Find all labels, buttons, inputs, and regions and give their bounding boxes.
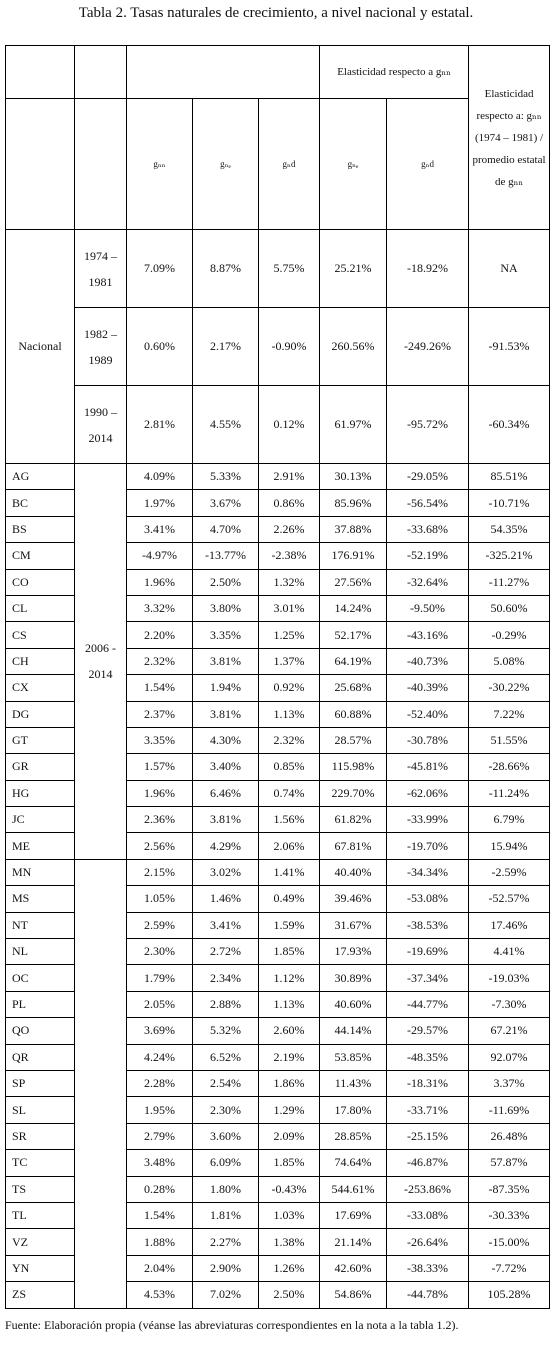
value-cell: 1.94% [193,675,259,701]
state-code: QO [6,1018,75,1044]
value-cell: 54.35% [469,516,550,542]
col-header-elast-gnd: gₙd [387,99,469,230]
value-cell: 2.05% [127,991,193,1017]
value-cell: 1.05% [127,886,193,912]
value-cell: -18.31% [387,1070,469,1096]
value-cell: 26.48% [469,1123,550,1149]
value-cell: -53.08% [387,886,469,912]
col-header-gnn: gₙₙ [127,99,193,230]
value-cell: 115.98% [320,754,387,780]
value-cell: 1.46% [193,886,259,912]
national-row [6,230,550,308]
value-cell: 2.79% [127,1123,193,1149]
value-cell: 0.92% [259,675,320,701]
value-cell: -33.71% [387,1097,469,1123]
state-code: MS [6,886,75,912]
value-cell: 57.87% [469,1150,550,1176]
value-cell: 0.49% [259,886,320,912]
state-code: BS [6,516,75,542]
value-cell: 1.85% [259,939,320,965]
value-cell: 30.13% [320,464,387,490]
national-row [6,308,550,386]
value-cell: 2.26% [259,516,320,542]
value-cell: -249.26% [387,308,469,386]
state-code: SP [6,1070,75,1096]
state-code: ME [6,833,75,859]
value-cell: -52.40% [387,701,469,727]
value-cell: -45.81% [387,754,469,780]
value-cell: -325.21% [469,543,550,569]
value-cell: 0.28% [127,1176,193,1202]
state-code: DG [6,701,75,727]
value-cell: -10.71% [469,490,550,516]
state-row [6,464,550,490]
value-cell: 229.70% [320,780,387,806]
state-code: ZS [6,1282,75,1308]
value-cell: -46.87% [387,1150,469,1176]
value-cell: -48.35% [387,1044,469,1070]
value-cell: 6.79% [469,807,550,833]
value-cell: 4.30% [193,727,259,753]
value-cell: 1.79% [127,965,193,991]
value-cell: 1.54% [127,1202,193,1228]
value-cell: -19.03% [469,965,550,991]
value-cell: 44.14% [320,1018,387,1044]
value-cell: -62.06% [387,780,469,806]
state-code: CX [6,675,75,701]
value-cell: -30.22% [469,675,550,701]
value-cell: -13.77% [193,543,259,569]
period-label: 1990 – 2014 [75,386,127,464]
value-cell: 61.82% [320,807,387,833]
value-cell: 2.60% [259,1018,320,1044]
value-cell: 17.93% [320,939,387,965]
state-code: SL [6,1097,75,1123]
value-cell: 54.86% [320,1282,387,1308]
value-cell: 85.96% [320,490,387,516]
value-cell: 52.17% [320,622,387,648]
value-cell: 105.28% [469,1282,550,1308]
state-code: JC [6,807,75,833]
value-cell: -87.35% [469,1176,550,1202]
value-cell: 3.81% [193,807,259,833]
national-row [6,386,550,464]
value-cell: 53.85% [320,1044,387,1070]
growth-rates-table [5,45,550,1309]
value-cell: 1.80% [193,1176,259,1202]
value-cell: -33.99% [387,807,469,833]
value-cell: -34.34% [387,859,469,885]
value-cell: 3.35% [193,622,259,648]
value-cell: 28.57% [320,727,387,753]
value-cell: 85.51% [469,464,550,490]
value-cell: 2.17% [193,308,259,386]
value-cell: 6.09% [193,1150,259,1176]
value-cell: 64.19% [320,648,387,674]
state-code: AG [6,464,75,490]
value-cell: 0.12% [259,386,320,464]
value-cell: 4.41% [469,939,550,965]
value-cell: -4.97% [127,543,193,569]
value-cell: 37.88% [320,516,387,542]
value-cell: 28.85% [320,1123,387,1149]
value-cell: 4.29% [193,833,259,859]
value-cell: -26.64% [387,1229,469,1255]
value-cell: 5.33% [193,464,259,490]
value-cell: 60.88% [320,701,387,727]
value-cell: -11.24% [469,780,550,806]
value-cell: 42.60% [320,1255,387,1281]
col-header-elast-gne: gₙₑ [320,99,387,230]
state-code: OC [6,965,75,991]
state-period-blank [75,859,127,1308]
value-cell: 5.32% [193,1018,259,1044]
value-cell: -40.39% [387,675,469,701]
value-cell: 176.91% [320,543,387,569]
value-cell: 67.81% [320,833,387,859]
value-cell: 3.41% [127,516,193,542]
value-cell: 2.91% [259,464,320,490]
value-cell: 17.46% [469,912,550,938]
value-cell: 0.74% [259,780,320,806]
table-footnote: Fuente: Elaboración propia (véanse las abreviaturas correspondientes en la nota a la tabla 1.2). [5,1318,459,1332]
state-code: NL [6,939,75,965]
value-cell: -11.69% [469,1097,550,1123]
state-code: CM [6,543,75,569]
value-cell: -52.19% [387,543,469,569]
state-code: MN [6,859,75,885]
value-cell: 2.15% [127,859,193,885]
table-title: Tabla 2. Tasas naturales de crecimiento, a nivel nacional y estatal. [78,5,474,21]
value-cell: 7.22% [469,701,550,727]
value-cell: 1.81% [193,1202,259,1228]
value-cell: 17.80% [320,1097,387,1123]
value-cell: 2.54% [193,1070,259,1096]
value-cell: 2.50% [259,1282,320,1308]
value-cell: -40.73% [387,648,469,674]
value-cell: 3.40% [193,754,259,780]
col-header-gne: gₙₑ [193,99,259,230]
value-cell: 1.85% [259,1150,320,1176]
value-cell: -38.53% [387,912,469,938]
value-cell: -43.16% [387,622,469,648]
value-cell: 1.37% [259,648,320,674]
value-cell: -44.77% [387,991,469,1017]
value-cell: 31.67% [320,912,387,938]
value-cell: 21.14% [320,1229,387,1255]
value-cell: -29.57% [387,1018,469,1044]
value-cell: 1.54% [127,675,193,701]
value-cell: 2.04% [127,1255,193,1281]
value-cell: 1.12% [259,965,320,991]
value-cell: -28.66% [469,754,550,780]
value-cell: 2.27% [193,1229,259,1255]
value-cell: -9.50% [387,595,469,621]
value-cell: 3.35% [127,727,193,753]
value-cell: 3.48% [127,1150,193,1176]
period-label: 1974 – 1981 [75,230,127,308]
value-cell: -19.70% [387,833,469,859]
header-elasticity-label: Elasticidad respecto a gₙₙ [337,66,451,78]
value-cell: 2.19% [259,1044,320,1070]
value-cell: 0.86% [259,490,320,516]
value-cell: -0.29% [469,622,550,648]
state-code: TL [6,1202,75,1228]
state-code: TC [6,1150,75,1176]
value-cell: 4.70% [193,516,259,542]
value-cell: 61.97% [320,386,387,464]
value-cell: 2.28% [127,1070,193,1096]
value-cell: 1.96% [127,569,193,595]
state-code: SR [6,1123,75,1149]
header-row-1 [6,46,550,99]
value-cell: 1.56% [259,807,320,833]
value-cell: -2.38% [259,543,320,569]
value-cell: 1.29% [259,1097,320,1123]
value-cell: -44.78% [387,1282,469,1308]
value-cell: 3.02% [193,859,259,885]
value-cell: 7.02% [193,1282,259,1308]
state-code: CS [6,622,75,648]
value-cell: -33.68% [387,516,469,542]
value-cell: 11.43% [320,1070,387,1096]
state-period-label: 2006 - 2014 [75,464,127,860]
value-cell: -7.72% [469,1255,550,1281]
value-cell: 7.09% [127,230,193,308]
value-cell: 15.94% [469,833,550,859]
value-cell: 4.55% [193,386,259,464]
value-cell: -2.59% [469,859,550,885]
state-code: BC [6,490,75,516]
header-spacer-2 [75,99,127,230]
value-cell: -52.57% [469,886,550,912]
value-cell: 2.59% [127,912,193,938]
value-cell: -15.00% [469,1229,550,1255]
value-cell: 14.24% [320,595,387,621]
value-cell: 74.64% [320,1150,387,1176]
value-cell: 2.36% [127,807,193,833]
value-cell: 1.88% [127,1229,193,1255]
value-cell: 2.72% [193,939,259,965]
value-cell: -30.78% [387,727,469,753]
value-cell: -60.34% [469,386,550,464]
value-cell: 67.21% [469,1018,550,1044]
value-cell: 544.61% [320,1176,387,1202]
value-cell: 3.67% [193,490,259,516]
value-cell: 2.32% [127,648,193,674]
value-cell: 6.46% [193,780,259,806]
state-code: NT [6,912,75,938]
value-cell: 3.81% [193,701,259,727]
header-corner-cell [6,46,75,99]
value-cell: -19.69% [387,939,469,965]
value-cell: 39.46% [320,886,387,912]
value-cell: 6.52% [193,1044,259,1070]
value-cell: 0.60% [127,308,193,386]
value-cell: 3.60% [193,1123,259,1149]
value-cell: 1.38% [259,1229,320,1255]
state-code: VZ [6,1229,75,1255]
header-period-cell [75,46,127,99]
value-cell: -32.64% [387,569,469,595]
value-cell: 0.85% [259,754,320,780]
value-cell: 3.80% [193,595,259,621]
value-cell: 3.37% [469,1070,550,1096]
header-rates-cell [127,46,320,99]
value-cell: -29.05% [387,464,469,490]
value-cell: 1.57% [127,754,193,780]
value-cell: 4.24% [127,1044,193,1070]
value-cell: 5.75% [259,230,320,308]
value-cell: -18.92% [387,230,469,308]
state-code: CL [6,595,75,621]
value-cell: 1.13% [259,991,320,1017]
value-cell: -95.72% [387,386,469,464]
value-cell: 2.81% [127,386,193,464]
value-cell: 1.86% [259,1070,320,1096]
value-cell: 2.09% [259,1123,320,1149]
state-code: YN [6,1255,75,1281]
value-cell: 1.59% [259,912,320,938]
period-label: 1982 – 1989 [75,308,127,386]
value-cell: 25.21% [320,230,387,308]
header-elasticity-national [469,46,550,230]
value-cell: 1.13% [259,701,320,727]
value-cell: -91.53% [469,308,550,386]
header-row-3 [6,99,550,230]
value-cell: 1.96% [127,780,193,806]
value-cell: -11.27% [469,569,550,595]
value-cell: 2.56% [127,833,193,859]
state-code: PL [6,991,75,1017]
value-cell: 17.69% [320,1202,387,1228]
value-cell: -7.30% [469,991,550,1017]
value-cell: 2.06% [259,833,320,859]
value-cell: 30.89% [320,965,387,991]
state-code: TS [6,1176,75,1202]
value-cell: -0.43% [259,1176,320,1202]
value-cell: -25.15% [387,1123,469,1149]
value-cell: 1.95% [127,1097,193,1123]
state-code: GR [6,754,75,780]
value-cell: 260.56% [320,308,387,386]
value-cell: 27.56% [320,569,387,595]
value-cell: 2.32% [259,727,320,753]
value-cell: 2.34% [193,965,259,991]
value-cell: 4.53% [127,1282,193,1308]
value-cell: -37.34% [387,965,469,991]
header-elasticity-national-label: Elasticidad respecto a: gₙₙ (1974 – 1981) / promedio estatal de gₙₙ [472,87,546,188]
header-spacer-1 [6,99,75,230]
state-row [6,859,550,885]
value-cell: 2.37% [127,701,193,727]
value-cell: -253.86% [387,1176,469,1202]
value-cell: 1.97% [127,490,193,516]
value-cell: 50.60% [469,595,550,621]
value-cell: 92.07% [469,1044,550,1070]
header-elasticity-group [320,46,469,99]
value-cell: -56.54% [387,490,469,516]
value-cell: 1.03% [259,1202,320,1228]
value-cell: 1.25% [259,622,320,648]
value-cell: 3.41% [193,912,259,938]
value-cell: 3.69% [127,1018,193,1044]
value-cell: -38.33% [387,1255,469,1281]
value-cell: 25.68% [320,675,387,701]
value-cell: 8.87% [193,230,259,308]
value-cell: 2.88% [193,991,259,1017]
national-label: Nacional [6,230,75,464]
state-code: HG [6,780,75,806]
value-cell: 4.09% [127,464,193,490]
value-cell: 1.41% [259,859,320,885]
value-cell: 3.32% [127,595,193,621]
state-code: CH [6,648,75,674]
value-cell: 2.20% [127,622,193,648]
state-code: QR [6,1044,75,1070]
value-cell: -33.08% [387,1202,469,1228]
value-cell: 3.81% [193,648,259,674]
value-cell: -30.33% [469,1202,550,1228]
value-cell: 5.08% [469,648,550,674]
value-cell: 3.01% [259,595,320,621]
value-cell: NA [469,230,550,308]
value-cell: 40.60% [320,991,387,1017]
value-cell: 2.30% [127,939,193,965]
value-cell: 1.32% [259,569,320,595]
state-code: CO [6,569,75,595]
value-cell: 51.55% [469,727,550,753]
col-header-gnd: gₙd [259,99,320,230]
value-cell: 1.26% [259,1255,320,1281]
value-cell: 40.40% [320,859,387,885]
value-cell: 2.90% [193,1255,259,1281]
state-code: GT [6,727,75,753]
value-cell: -0.90% [259,308,320,386]
value-cell: 2.30% [193,1097,259,1123]
value-cell: 2.50% [193,569,259,595]
